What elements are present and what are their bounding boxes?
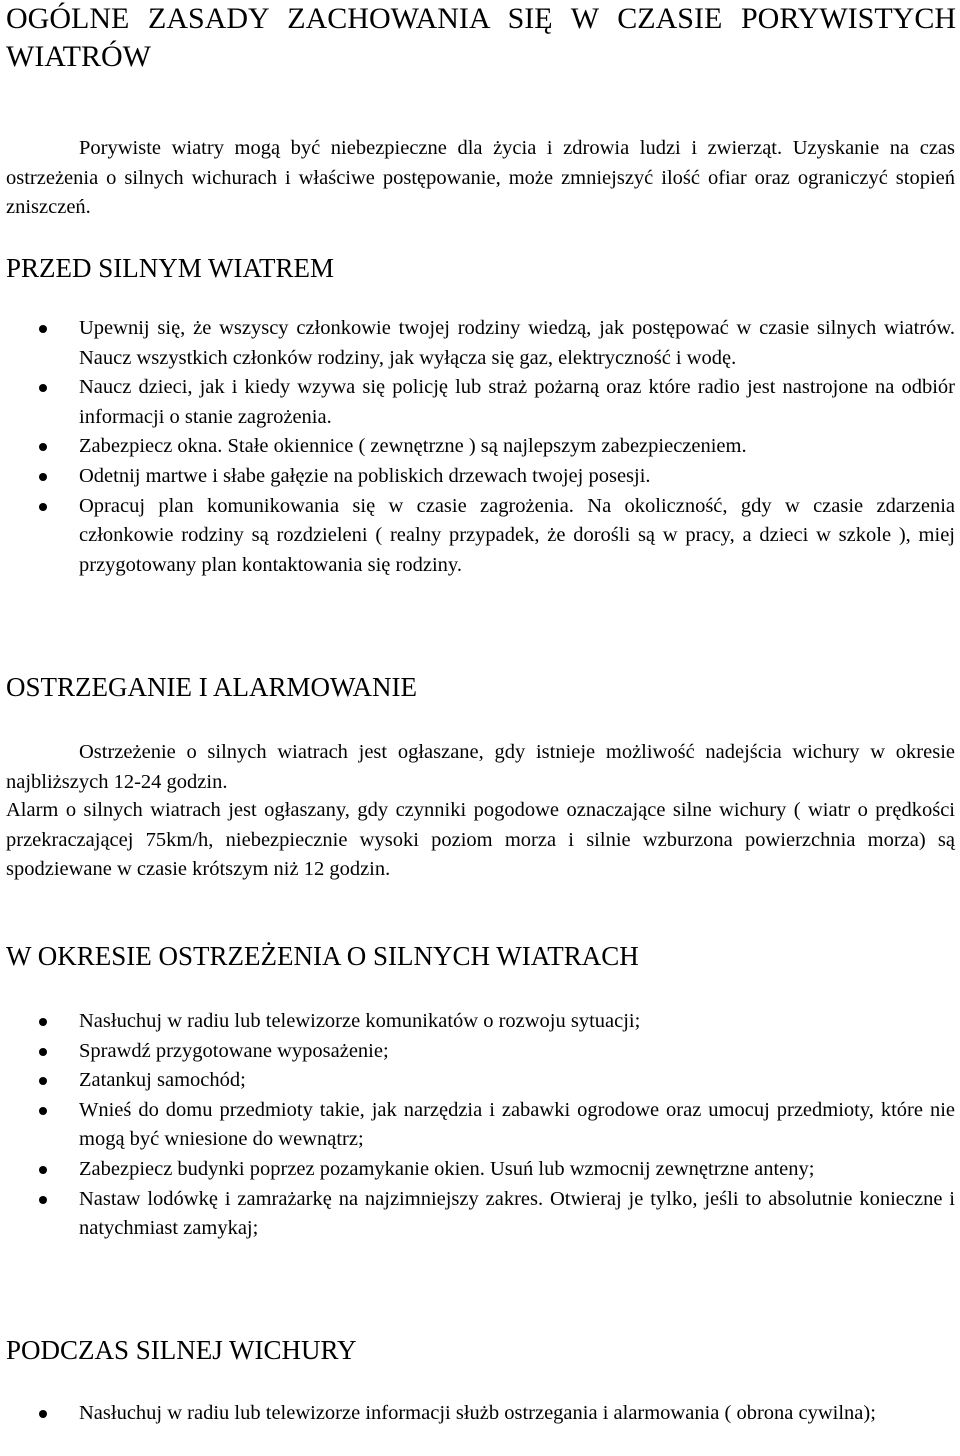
bullet-icon (39, 1410, 47, 1418)
bullet-icon (39, 1166, 47, 1174)
list-item: Odetnij martwe i słabe gałęzie na pobliskich drzewach twojej posesji. (0, 462, 955, 492)
bullet-icon (39, 1077, 47, 1085)
list-item: Nastaw lodówkę i zamrażarkę na najzimniejszy zakres. Otwieraj je tylko, jeśli to absolutnie konieczne i natychmiast zamykaj; (0, 1185, 955, 1244)
bullet-icon (39, 1018, 47, 1026)
document-title: OGÓLNE ZASADY ZACHOWANIA SIĘ W CZASIE PORYWISTYCH WIATRÓW (6, 2, 956, 73)
section-heading-during-storm: PODCZAS SILNEJ WICHURY (6, 1335, 357, 1365)
during-storm-list (0, 1399, 955, 1429)
list-item: Opracuj plan komunikowania się w czasie zagrożenia. Na okoliczność, gdy w czasie zdarzenia członkowie rodziny są rozdzieleni ( realny przypadek, że dorośli są w pracy, a dzieci w szkole ), miej przygotowany plan kontaktowania się rodziny. (0, 492, 955, 581)
list-item: Zabezpiecz budynki poprzez pozamykanie okien. Usuń lub wzmocnij zewnętrzne anteny; (0, 1155, 955, 1185)
during-warning-list (0, 1007, 955, 1244)
bullet-icon (39, 473, 47, 481)
bullet-icon (39, 503, 47, 511)
intro-text: Porywiste wiatry mogą być niebezpieczne dla życia i zdrowia ludzi i zwierząt. Uzyskanie na czas ostrzeżenia o silnych wichurach i właściwe postępowanie, może zmniejszyć ilość ofiar oraz ograniczyć stopień zniszczeń. (6, 137, 955, 219)
warning-paragraph: Ostrzeżenie o silnych wiatrach jest ogłaszane, gdy istnieje możliwość nadejścia wichury w okresie najbliższych 12-24 godzin. (6, 741, 955, 793)
section-heading-warning: OSTRZEGANIE I ALARMOWANIE (6, 672, 417, 702)
list-item: Nasłuchuj w radiu lub telewizorze komunikatów o rozwoju sytuacji; (0, 1007, 955, 1037)
list-item: Nasłuchuj w radiu lub telewizorze informacji służb ostrzegania i alarmowania ( obrona cywilna); (0, 1399, 955, 1429)
alarm-paragraph: Alarm o silnych wiatrach jest ogłaszany, gdy czynniki pogodowe oznaczające silne wichury ( wiatr o prędkości przekraczającej 75km/h, niebezpiecznie wysoki poziom morza i silnie wzburzona powierzchnia morza) są spodziewane w czasie krótszym niż 12 godzin. (6, 799, 955, 881)
list-item: Zatankuj samochód; (0, 1066, 955, 1096)
bullet-icon (39, 325, 47, 333)
bullet-icon (39, 1107, 47, 1115)
bullet-icon (39, 1196, 47, 1204)
list-item: Upewnij się, że wszyscy członkowie twojej rodziny wiedzą, jak postępować w czasie silnych wiatrów. Naucz wszystkich członków rodziny, jak wyłącza się gaz, elektryczność i wodę. (0, 314, 955, 373)
section-heading-during-warning: W OKRESIE OSTRZEŻENIA O SILNYCH WIATRACH (6, 941, 639, 971)
before-list (0, 314, 955, 580)
bullet-icon (39, 1048, 47, 1056)
list-item: Naucz dzieci, jak i kiedy wzywa się policję lub straż pożarną oraz które radio jest nastrojone na odbiór informacji o stanie zagrożenia. (0, 373, 955, 432)
list-item: Wnieś do domu przedmioty takie, jak narzędzia i zabawki ogrodowe oraz umocuj przedmioty, które nie mogą być wniesione do wewnątrz; (0, 1096, 955, 1155)
section-heading-before: PRZED SILNYM WIATREM (6, 253, 335, 283)
list-item: Sprawdź przygotowane wyposażenie; (0, 1037, 955, 1067)
bullet-icon (39, 443, 47, 451)
bullet-icon (39, 384, 47, 392)
intro-paragraph (6, 134, 955, 223)
list-item: Zabezpiecz okna. Stałe okiennice ( zewnętrzne ) są najlepszym zabezpieczeniem. (0, 432, 955, 462)
